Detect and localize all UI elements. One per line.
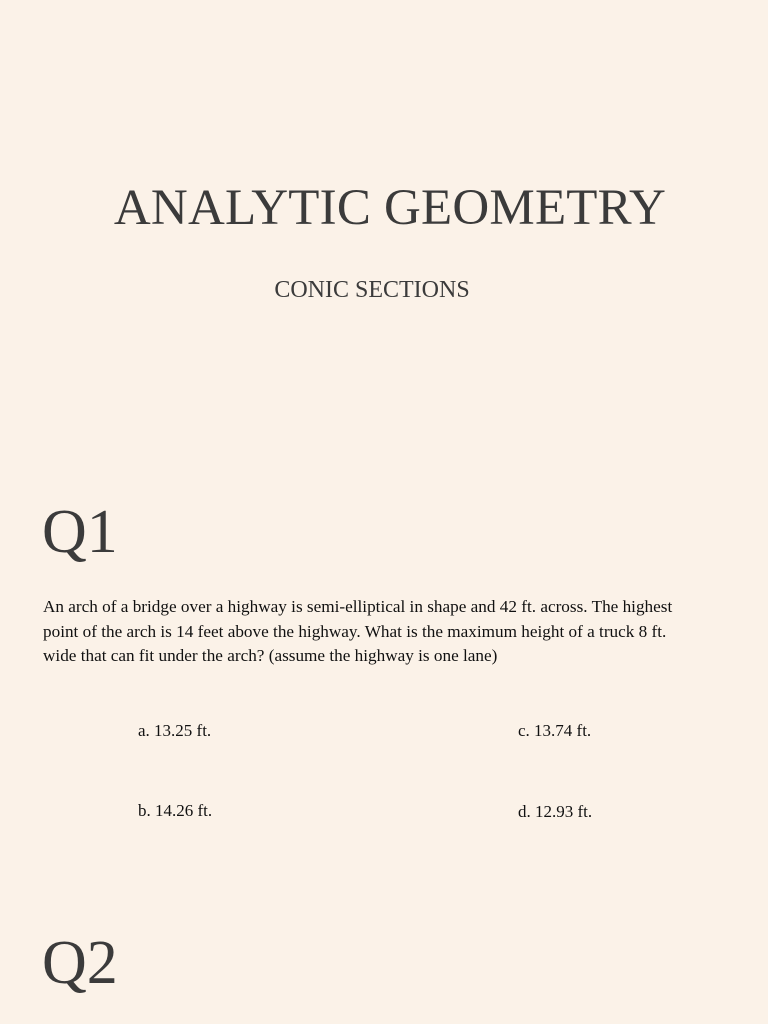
- choice-d[interactable]: d. 12.93 ft.: [518, 802, 593, 821]
- question-1-text-line: An arch of a bridge over a highway is semi-elliptical in shape and 42 ft. across. The highest: [43, 597, 673, 616]
- choice-c[interactable]: c. 13.74 ft.: [518, 721, 592, 740]
- page-title: ANALYTIC GEOMETRY: [113, 180, 667, 236]
- question-1-text: [43, 595, 763, 669]
- choice-b[interactable]: b. 14.26 ft.: [138, 801, 213, 820]
- question-1-text-line: wide that can fit under the arch? (assume the highway is one lane): [43, 646, 498, 665]
- question-2-heading: Q2: [42, 929, 118, 997]
- choice-a[interactable]: a. 13.25 ft.: [138, 721, 212, 740]
- page-subtitle: CONIC SECTIONS: [274, 277, 470, 303]
- question-1-text-line: point of the arch is 14 feet above the highway. What is the maximum height of a truck 8 ft.: [43, 621, 667, 641]
- question-1-heading: Q1: [42, 498, 118, 566]
